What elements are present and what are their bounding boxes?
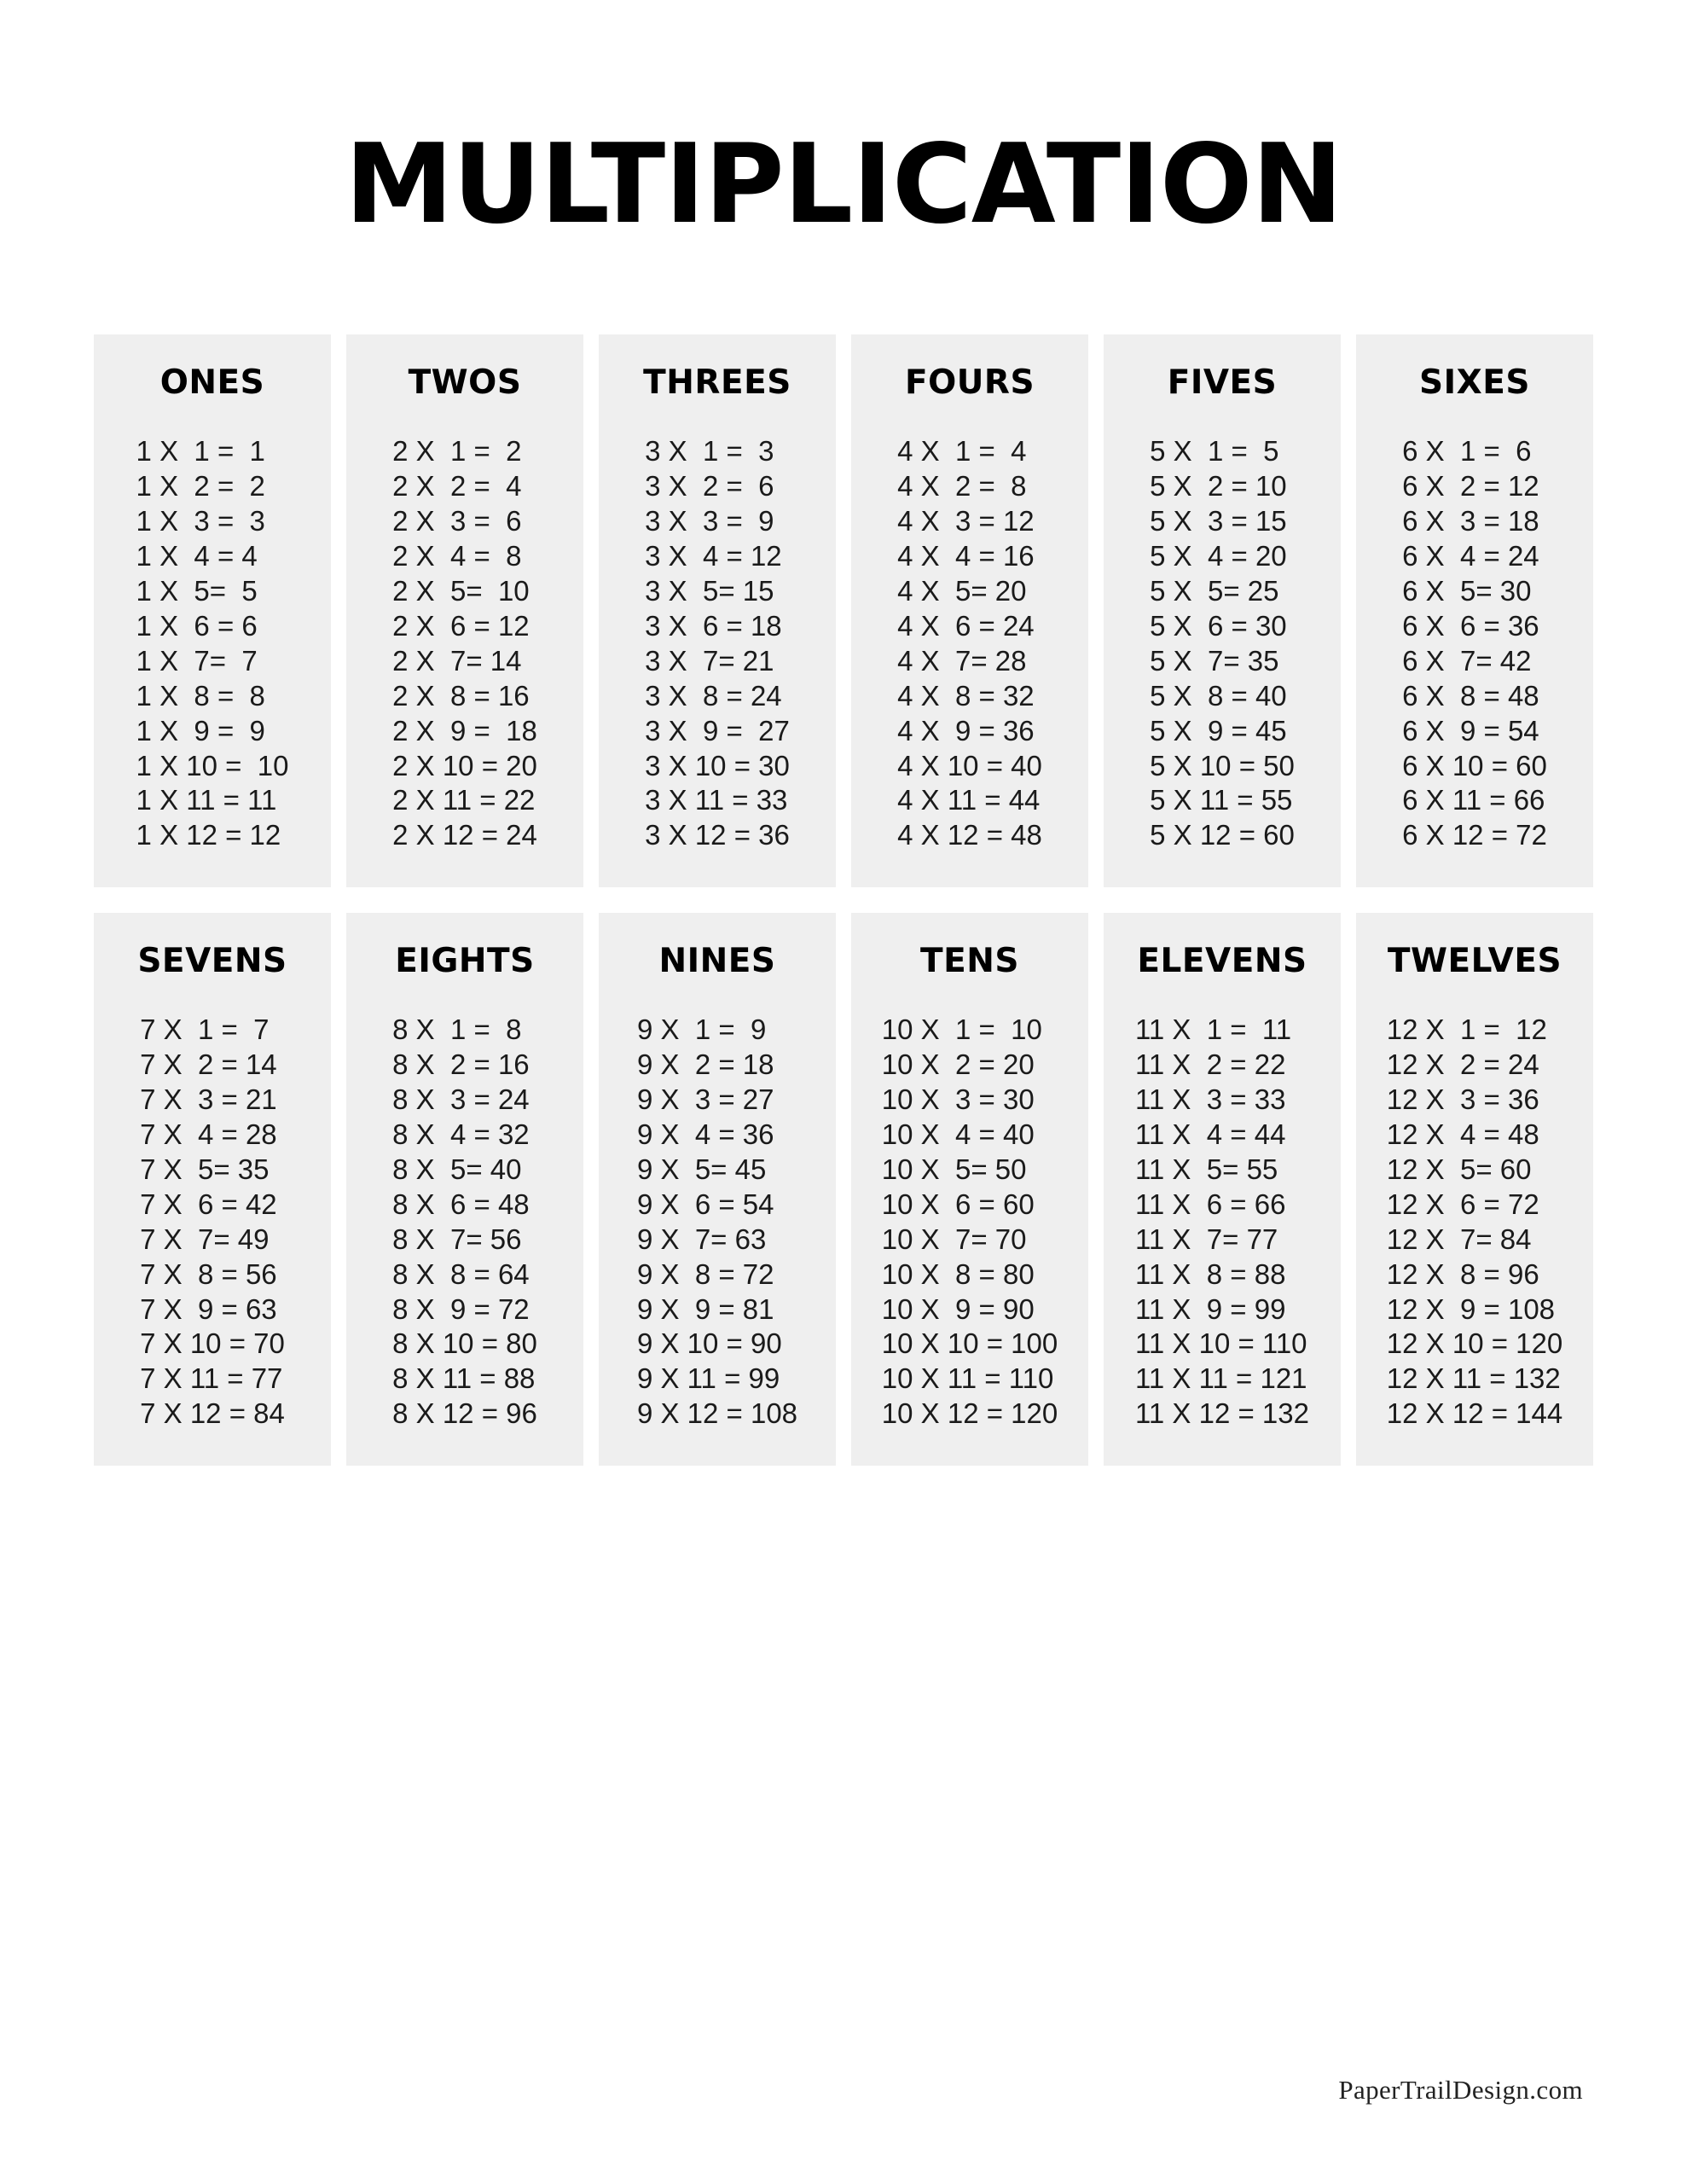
table-row: 2 X 11 = 22 <box>392 784 536 816</box>
table-row: 11 X 8 = 88 <box>1135 1258 1286 1290</box>
table-heading: NINES <box>658 942 776 981</box>
table-rows <box>136 434 289 853</box>
table-row: 11 X 12 = 132 <box>1135 1397 1309 1430</box>
table-row: 3 X 11 = 33 <box>645 784 788 816</box>
table-row: 2 X 4 = 8 <box>392 540 522 572</box>
table-card-threes <box>599 334 836 887</box>
table-row: 8 X 3 = 24 <box>392 1083 530 1116</box>
table-row: 9 X 2 = 18 <box>636 1048 774 1081</box>
table-row: 11 X 6 = 66 <box>1135 1188 1286 1220</box>
table-row: 4 X 4 = 16 <box>897 540 1035 572</box>
table-row: 2 X 1 = 2 <box>392 435 522 468</box>
table-row: 6 X 7= 42 <box>1402 644 1532 677</box>
table-row: 10 X 8 = 80 <box>881 1258 1035 1290</box>
table-row: 12 X 3 = 36 <box>1386 1083 1539 1116</box>
table-row: 3 X 9 = 27 <box>645 714 790 746</box>
table-row: 2 X 6 = 12 <box>392 609 530 642</box>
table-row: 8 X 7= 56 <box>392 1223 522 1255</box>
table-row: 5 X 8 = 40 <box>1150 679 1287 712</box>
table-row: 5 X 12 = 60 <box>1150 819 1295 851</box>
table-heading: FOURS <box>904 363 1035 403</box>
table-row: 12 X 1 = 12 <box>1386 1014 1547 1046</box>
table-rows <box>392 434 537 853</box>
table-row: 4 X 5= 20 <box>897 575 1027 607</box>
table-row: 1 X 7= 7 <box>136 644 258 677</box>
table-row: 4 X 6 = 24 <box>897 609 1035 642</box>
table-card-sevens <box>94 913 331 1466</box>
table-row: 2 X 10 = 20 <box>392 749 537 781</box>
table-card-elevens <box>1104 913 1341 1466</box>
table-row: 3 X 12 = 36 <box>645 819 790 851</box>
table-row: 8 X 1 = 8 <box>392 1014 522 1046</box>
table-row: 1 X 2 = 2 <box>136 470 265 502</box>
table-row: 10 X 9 = 90 <box>881 1292 1035 1325</box>
table-row: 5 X 11 = 55 <box>1150 784 1293 816</box>
table-row: 11 X 5= 55 <box>1135 1153 1278 1185</box>
table-row: 6 X 1 = 6 <box>1402 435 1532 468</box>
table-row: 8 X 10 = 80 <box>392 1327 537 1360</box>
table-row: 2 X 3 = 6 <box>392 505 522 537</box>
site-credit: PaperTrailDesign.com <box>1338 2075 1583 2105</box>
table-row: 11 X 7= 77 <box>1135 1223 1278 1255</box>
table-row: 7 X 8 = 56 <box>140 1258 277 1290</box>
table-row: 5 X 3 = 15 <box>1150 505 1287 537</box>
table-card-twelves <box>1356 913 1593 1466</box>
table-row: 1 X 11 = 11 <box>136 784 277 816</box>
table-row: 8 X 8 = 64 <box>392 1258 530 1290</box>
table-row: 10 X 2 = 20 <box>881 1048 1035 1081</box>
table-heading: ELEVENS <box>1137 942 1307 981</box>
page-title: MULTIPLICATION <box>345 121 1342 248</box>
table-heading: TWELVES <box>1387 942 1562 981</box>
table-row: 9 X 11 = 99 <box>636 1362 780 1395</box>
table-row: 5 X 4 = 20 <box>1150 540 1287 572</box>
table-rows <box>1135 1013 1309 1432</box>
table-heading: SEVENS <box>137 942 287 981</box>
table-row: 7 X 2 = 14 <box>140 1048 277 1081</box>
table-heading: FIVES <box>1167 363 1278 403</box>
table-row: 4 X 8 = 32 <box>897 679 1035 712</box>
table-row: 7 X 1 = 7 <box>140 1014 270 1046</box>
table-row: 1 X 3 = 3 <box>136 505 265 537</box>
table-row: 12 X 2 = 24 <box>1386 1048 1539 1081</box>
table-card-nines <box>599 913 836 1466</box>
table-row: 8 X 12 = 96 <box>392 1397 537 1430</box>
table-row: 3 X 6 = 18 <box>645 609 782 642</box>
table-rows <box>140 1013 285 1432</box>
table-row: 4 X 7= 28 <box>897 644 1027 677</box>
table-row: 7 X 5= 35 <box>140 1153 270 1185</box>
table-row: 12 X 4 = 48 <box>1386 1118 1539 1150</box>
table-row: 7 X 3 = 21 <box>140 1083 277 1116</box>
table-row: 3 X 4 = 12 <box>645 540 782 572</box>
table-row: 9 X 7= 63 <box>636 1223 767 1255</box>
table-row: 10 X 12 = 120 <box>881 1397 1058 1430</box>
table-row: 1 X 1 = 1 <box>136 435 265 468</box>
table-row: 12 X 7= 84 <box>1386 1223 1532 1255</box>
table-row: 10 X 7= 70 <box>881 1223 1027 1255</box>
table-row: 12 X 11 = 132 <box>1386 1362 1561 1395</box>
table-row: 8 X 11 = 88 <box>392 1362 536 1395</box>
table-row: 12 X 5= 60 <box>1386 1153 1532 1185</box>
table-row: 4 X 2 = 8 <box>897 470 1027 502</box>
table-rows <box>1402 434 1547 853</box>
table-card-ones <box>94 334 331 887</box>
table-row: 9 X 3 = 27 <box>636 1083 774 1116</box>
table-row: 1 X 12 = 12 <box>136 819 281 851</box>
table-row: 5 X 6 = 30 <box>1150 609 1287 642</box>
table-row: 1 X 4 = 4 <box>136 540 258 572</box>
table-row: 9 X 12 = 108 <box>636 1397 798 1430</box>
table-row: 2 X 8 = 16 <box>392 679 530 712</box>
table-row: 7 X 6 = 42 <box>140 1188 277 1220</box>
table-row: 9 X 4 = 36 <box>636 1118 774 1150</box>
table-heading: THREES <box>643 363 791 403</box>
table-row: 3 X 3 = 9 <box>645 505 774 537</box>
table-card-fives <box>1104 334 1341 887</box>
table-row: 3 X 10 = 30 <box>645 749 790 781</box>
table-row: 12 X 9 = 108 <box>1386 1292 1556 1325</box>
table-row: 2 X 2 = 4 <box>392 470 522 502</box>
table-row: 10 X 3 = 30 <box>881 1083 1035 1116</box>
table-row: 1 X 6 = 6 <box>136 609 258 642</box>
table-row: 6 X 6 = 36 <box>1402 609 1539 642</box>
table-row: 4 X 9 = 36 <box>897 714 1035 746</box>
table-row: 2 X 12 = 24 <box>392 819 537 851</box>
table-row: 6 X 12 = 72 <box>1402 819 1547 851</box>
table-row: 7 X 11 = 77 <box>140 1362 283 1395</box>
table-heading: EIGHTS <box>395 942 535 981</box>
table-heading: SIXES <box>1419 363 1530 403</box>
table-row: 1 X 10 = 10 <box>136 749 289 781</box>
table-row: 7 X 10 = 70 <box>140 1327 285 1360</box>
table-row: 3 X 1 = 3 <box>645 435 774 468</box>
table-row: 6 X 11 = 66 <box>1402 784 1545 816</box>
table-row: 6 X 8 = 48 <box>1402 679 1539 712</box>
table-row: 8 X 6 = 48 <box>392 1188 530 1220</box>
table-row: 4 X 12 = 48 <box>897 819 1042 851</box>
table-row: 10 X 11 = 110 <box>881 1362 1054 1395</box>
table-card-fours <box>851 334 1088 887</box>
table-row: 11 X 2 = 22 <box>1135 1048 1286 1081</box>
table-heading: TENS <box>920 942 1019 981</box>
table-row: 7 X 4 = 28 <box>140 1118 277 1150</box>
table-heading: TWOS <box>408 363 522 403</box>
table-row: 9 X 10 = 90 <box>636 1327 782 1360</box>
table-row: 6 X 9 = 54 <box>1402 714 1539 746</box>
table-heading: ONES <box>159 363 265 403</box>
table-row: 11 X 1 = 11 <box>1135 1014 1292 1046</box>
table-rows <box>897 434 1042 853</box>
table-row: 11 X 9 = 99 <box>1135 1292 1286 1325</box>
table-row: 7 X 9 = 63 <box>140 1292 277 1325</box>
table-card-twos <box>346 334 583 887</box>
table-row: 8 X 5= 40 <box>392 1153 522 1185</box>
table-row: 9 X 6 = 54 <box>636 1188 774 1220</box>
table-row: 2 X 5= 10 <box>392 575 530 607</box>
table-row: 5 X 1 = 5 <box>1150 435 1279 468</box>
table-row: 1 X 5= 5 <box>136 575 258 607</box>
table-card-eights <box>346 913 583 1466</box>
table-row: 10 X 6 = 60 <box>881 1188 1035 1220</box>
table-row: 2 X 7= 14 <box>392 644 522 677</box>
table-row: 4 X 3 = 12 <box>897 505 1035 537</box>
table-row: 5 X 9 = 45 <box>1150 714 1287 746</box>
table-row: 6 X 4 = 24 <box>1402 540 1539 572</box>
table-row: 11 X 10 = 110 <box>1135 1327 1307 1360</box>
table-row: 8 X 9 = 72 <box>392 1292 530 1325</box>
table-row: 12 X 12 = 144 <box>1386 1397 1563 1430</box>
table-rows <box>882 1013 1058 1432</box>
table-row: 10 X 4 = 40 <box>881 1118 1035 1150</box>
table-rows <box>645 434 790 853</box>
table-row: 4 X 11 = 44 <box>897 784 1041 816</box>
table-row: 7 X 12 = 84 <box>140 1397 285 1430</box>
table-card-sixes <box>1356 334 1593 887</box>
table-row: 10 X 5= 50 <box>881 1153 1027 1185</box>
table-row: 3 X 7= 21 <box>645 644 774 677</box>
table-row: 10 X 10 = 100 <box>881 1327 1058 1360</box>
table-row: 6 X 3 = 18 <box>1402 505 1539 537</box>
table-row: 5 X 7= 35 <box>1150 644 1279 677</box>
table-row: 9 X 9 = 81 <box>636 1292 774 1325</box>
table-row: 11 X 11 = 121 <box>1135 1362 1307 1395</box>
table-row: 4 X 10 = 40 <box>897 749 1042 781</box>
table-rows <box>1150 434 1295 853</box>
table-row: 1 X 8 = 8 <box>136 679 265 712</box>
table-row: 10 X 1 = 10 <box>881 1014 1042 1046</box>
table-rows <box>637 1013 797 1432</box>
table-row: 7 X 7= 49 <box>140 1223 270 1255</box>
table-rows <box>1387 1013 1562 1432</box>
table-rows <box>392 1013 537 1432</box>
table-row: 6 X 5= 30 <box>1402 575 1532 607</box>
table-card-tens <box>851 913 1088 1466</box>
table-row: 3 X 2 = 6 <box>645 470 774 502</box>
table-row: 12 X 6 = 72 <box>1386 1188 1539 1220</box>
table-row: 5 X 5= 25 <box>1150 575 1279 607</box>
table-row: 11 X 4 = 44 <box>1135 1118 1286 1150</box>
table-row: 8 X 2 = 16 <box>392 1048 530 1081</box>
table-row: 3 X 5= 15 <box>645 575 774 607</box>
table-row: 6 X 10 = 60 <box>1402 749 1547 781</box>
table-row: 5 X 2 = 10 <box>1150 470 1287 502</box>
table-row: 11 X 3 = 33 <box>1135 1083 1286 1116</box>
table-row: 3 X 8 = 24 <box>645 679 782 712</box>
table-row: 5 X 10 = 50 <box>1150 749 1295 781</box>
table-row: 2 X 9 = 18 <box>392 714 537 746</box>
table-row: 12 X 8 = 96 <box>1386 1258 1539 1290</box>
table-row: 12 X 10 = 120 <box>1386 1327 1563 1360</box>
table-row: 9 X 5= 45 <box>636 1153 767 1185</box>
footer <box>94 2075 1593 2106</box>
table-row: 1 X 9 = 9 <box>136 714 265 746</box>
table-row: 9 X 1 = 9 <box>636 1014 767 1046</box>
table-row: 9 X 8 = 72 <box>636 1258 774 1290</box>
table-row: 4 X 1 = 4 <box>897 435 1027 468</box>
table-row: 8 X 4 = 32 <box>392 1118 530 1150</box>
multiplication-tables-grid <box>94 334 1593 1466</box>
table-row: 6 X 2 = 12 <box>1402 470 1539 502</box>
